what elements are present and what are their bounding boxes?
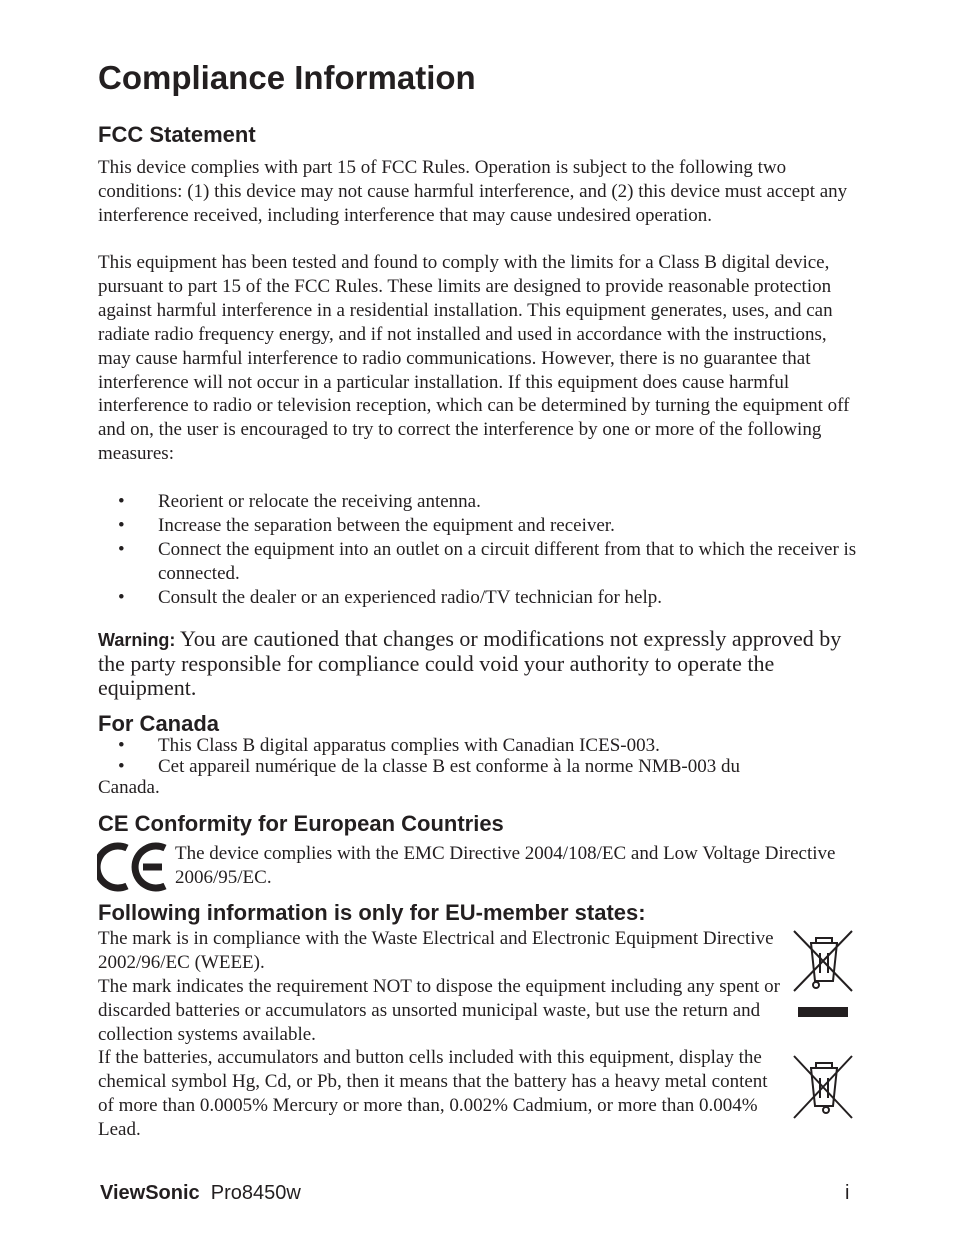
fcc-heading: FCC Statement [98,122,256,147]
model-name: Pro8450w [210,1182,301,1204]
bullet-icon: • [118,756,125,777]
fcc-measures-list [98,490,858,610]
bullet-icon: • [118,538,125,560]
bullet-icon: • [118,586,125,608]
ce-text: The device complies with the EMC Directive 2004/108/EC and Low Voltage Directive 2006/95/EC. [175,843,836,888]
ce-heading: CE Conformity for European Countries [98,811,504,836]
canada-list [98,735,858,798]
bullet-icon: • [118,491,125,512]
list-item: • This Class B digital apparatus complies with Canadian ICES-003. [118,735,660,756]
footer-brand [100,1180,301,1206]
canada-heading: For Canada [98,711,220,736]
brand-name: ViewSonic [100,1182,200,1204]
list-item: • Cet appareil numérique de la classe B est conforme à la norme NMB-003 du [118,756,740,777]
warning-label: Warning: [98,630,176,650]
weee-bin-with-bar-icon [792,929,854,1021]
list-item: • Increase the separation between the equipment and receiver. [118,514,615,536]
eu-paragraph-3: If the batteries, accumulators and button cells included with this equipment, display the chemical symbol Hg, Cd, or Pb, then it means that the battery has a heavy metal content of more than 0.0005% Mercury or more than, 0.002% Cadmium, or more than 0.004% Lead. [98,1047,768,1140]
list-item: • Connect the equipment into an outlet on a circuit different from that to which the receiver is connected. [118,538,857,584]
fcc-paragraph-1: This device complies with part 15 of FCC Rules. Operation is subject to the following two conditions: (1) this device may not cause harmful interference, and (2) this device must accept any interference received, including interference that may cause undesired operation. [98,157,848,226]
ce-mark-icon [97,842,171,892]
eu-paragraph-1: The mark is in compliance with the Waste Electrical and Electronic Equipment Directive 2002/96/EC (WEEE). [98,928,774,973]
weee-bin-icon [792,1054,854,1120]
bullet-icon: • [118,514,125,536]
warning-paragraph [98,627,858,701]
list-item: • Consult the dealer or an experienced radio/TV technician for help. [118,586,663,608]
eu-heading: Following information is only for EU-member states: [98,900,646,925]
bullet-icon: • [118,735,125,756]
page-title: Compliance Information [98,59,476,96]
warning-text: You are cautioned that changes or modifications not expressly approved by the party responsible for compliance could void your authority to operate the equipment. [98,626,842,701]
list-item-continuation: Canada. [98,777,160,798]
page-number: i [845,1182,850,1204]
fcc-paragraph-2: This equipment has been tested and found to comply with the limits for a Class B digital device, pursuant to part 15 of the FCC Rules. These limits are designed to provide reasonable protection against harmful interference in a residential installation. This equipment generates, uses, and can radiate radio frequency energy, and if not installed and used in accordance with the instructions, may cause harmful interference to radio communications. However, there is no guarantee that interference will not occur in a particular installation. If this equipment does cause harmful interference to radio or television reception, which can be determined by turning the equipment off and on, the user is encouraged to try to correct the interference by one or more of the following measures: [98,252,850,465]
list-item: • Reorient or relocate the receiving antenna. [118,491,481,512]
eu-paragraph-2: The mark indicates the requirement NOT to dispose the equipment including any spent or discarded batteries or accumulators as unsorted municipal waste, but use the return and collection systems available. [98,976,780,1045]
